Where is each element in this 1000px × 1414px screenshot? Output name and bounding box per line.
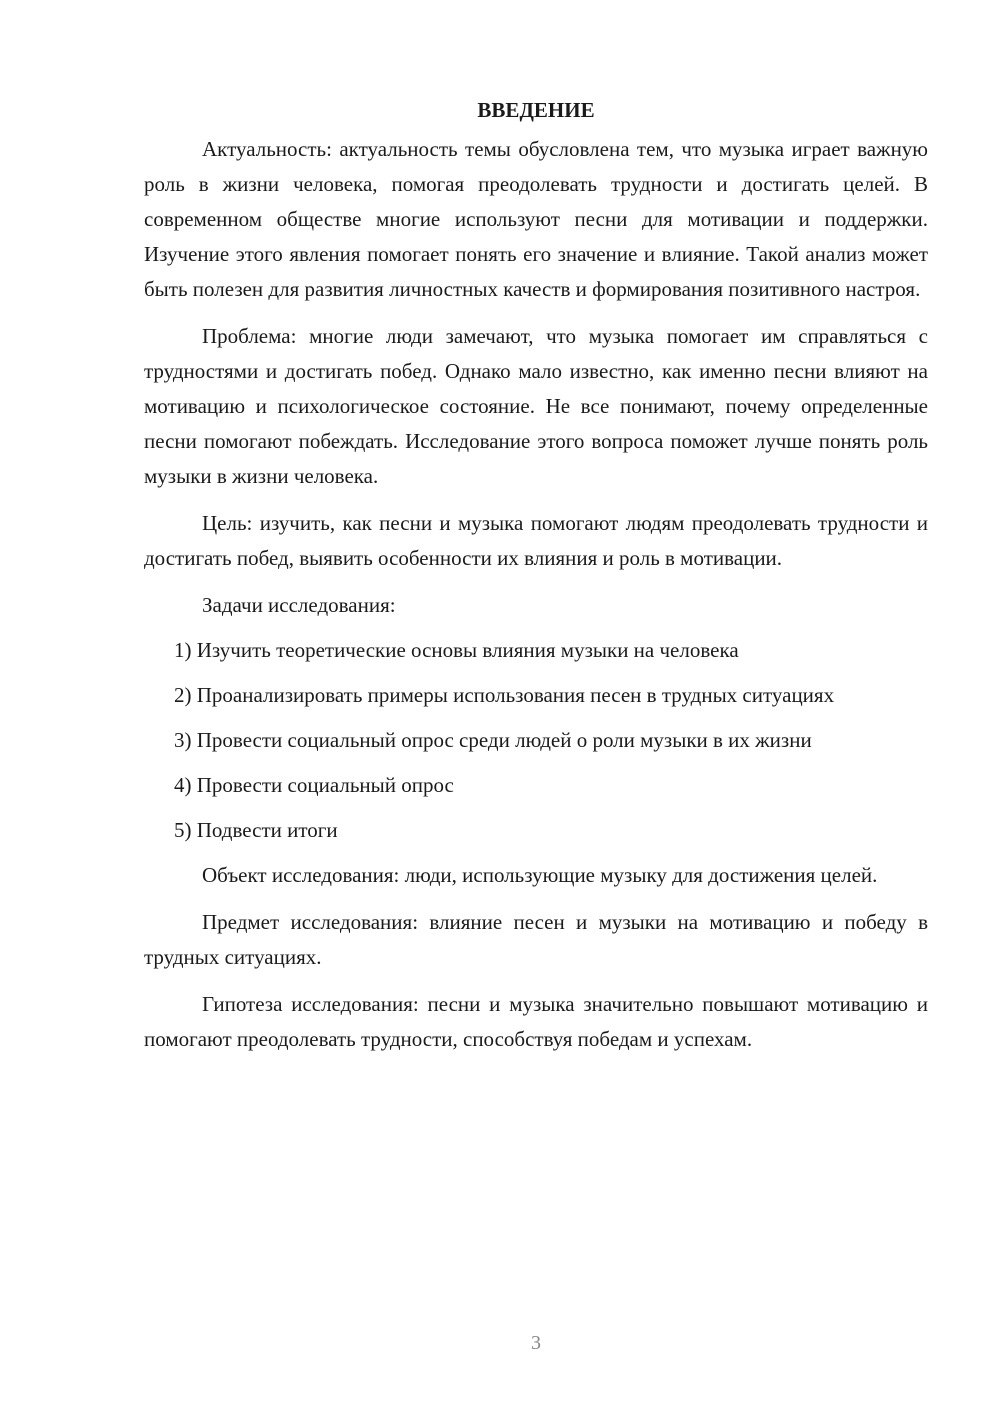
task-item-1: 1) Изучить теоретические основы влияния музыки на человека — [174, 638, 739, 662]
problem-paragraph: Проблема: многие люди замечают, что музыка помогает им справляться с трудностями и достигать побед. Однако мало известно, как именно песни влияют на мотивацию и психологическое состояние. Не все понимают, почему определенные песни помогают побеждать. Исследование этого вопроса поможет лучше понять роль музыки в жизни человека. — [144, 324, 928, 488]
subject-paragraph: Предмет исследования: влияние песен и музыки на мотивацию и победу в трудных ситуациях. — [144, 910, 928, 969]
page-title: ВВЕДЕНИЕ — [477, 98, 595, 122]
relevance-paragraph: Актуальность: актуальность темы обусловлена тем, что музыка играет важную роль в жизни человека, помогая преодолевать трудности и достигать целей. В современном обществе многие используют песни для мотивации и поддержки. Изучение этого явления помогает понять его значение и влияние. Такой анализ может быть полезен для развития личностных качеств и формирования позитивного настроя. — [144, 137, 928, 301]
document-body — [144, 92, 928, 1069]
task-item-4: 4) Провести социальный опрос — [174, 773, 454, 797]
page-number: 3 — [531, 1332, 541, 1354]
hypothesis-paragraph: Гипотеза исследования: песни и музыка значительно повышают мотивацию и помогают преодолевать трудности, способствуя победам и успехам. — [144, 992, 928, 1051]
task-item-5: 5) Подвести итоги — [174, 818, 338, 842]
goal-paragraph: Цель: изучить, как песни и музыка помогают людям преодолевать трудности и достигать побед, выявить особенности их влияния и роль в мотивации. — [144, 511, 928, 570]
object-paragraph: Объект исследования: люди, использующие музыку для достижения целей. — [202, 863, 878, 887]
tasks-heading: Задачи исследования: — [202, 593, 396, 617]
task-item-3: 3) Провести социальный опрос среди людей о роли музыки в их жизни — [174, 728, 812, 752]
task-item-2: 2) Проанализировать примеры использования песен в трудных ситуациях — [174, 683, 835, 707]
